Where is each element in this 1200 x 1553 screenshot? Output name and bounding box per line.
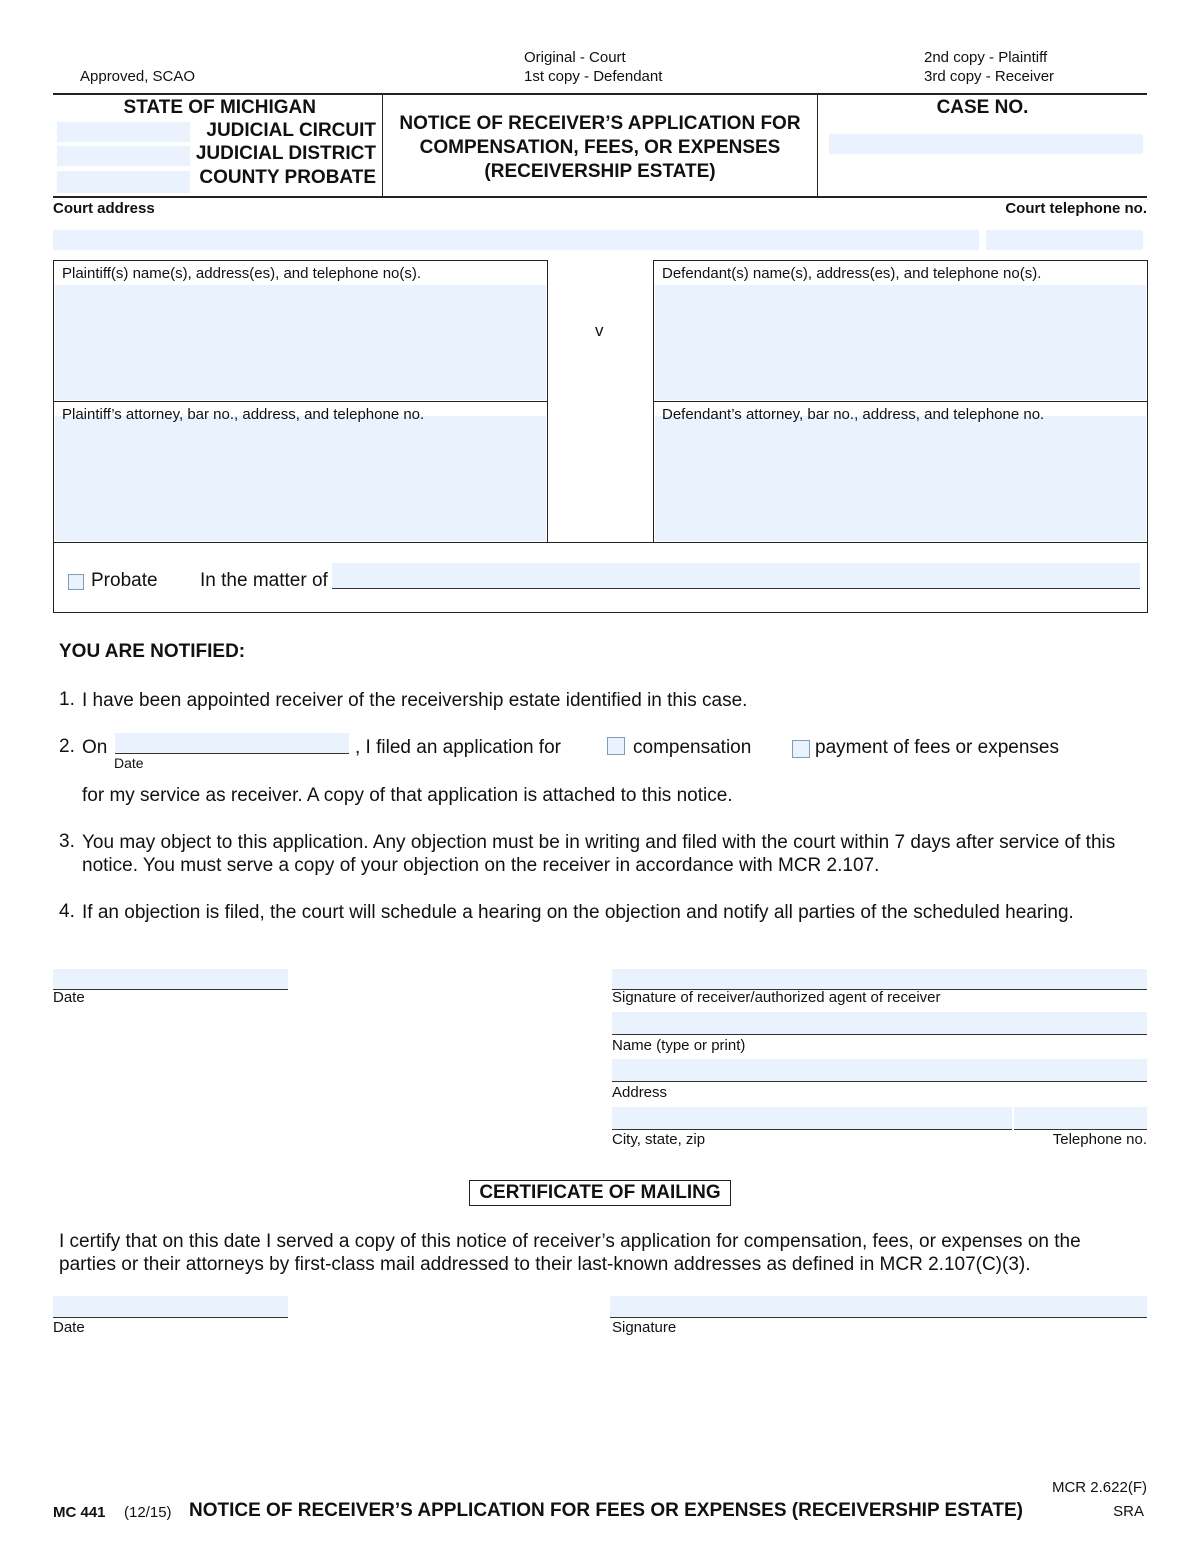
fees-label: payment of fees or expenses: [815, 737, 1059, 758]
circuit-input[interactable]: [57, 122, 190, 142]
certificate-line2: parties or their attorneys by first-class mail addressed to their last-known addresses as defined in MCR 2.107(C)(3).: [59, 1254, 1031, 1275]
copy-first-label: 1st copy - Defendant: [524, 68, 663, 85]
certificate-date-input[interactable]: [53, 1296, 288, 1318]
item4-number: 4.: [59, 901, 75, 922]
item2-filed: , I filed an application for: [355, 737, 561, 758]
probate-label: Probate: [91, 570, 158, 591]
form-revision: (12/15): [124, 1504, 172, 1521]
form-number: MC 441: [53, 1504, 106, 1521]
case-no-input[interactable]: [829, 134, 1143, 154]
footer-title: NOTICE OF RECEIVER’S APPLICATION FOR FEES OR EXPENSES (RECEIVERSHIP ESTATE): [189, 1500, 1024, 1521]
defendant-label: Defendant(s) name(s), address(es), and telephone no(s).: [662, 265, 1042, 282]
approved-label: Approved, SCAO: [80, 68, 196, 85]
district-label: JUDICIAL DISTRICT: [195, 143, 376, 164]
item3-number: 3.: [59, 831, 75, 852]
matter-input[interactable]: [332, 563, 1140, 589]
copy-original-label: Original - Court: [524, 49, 626, 66]
defendant-attorney-box: [653, 401, 1148, 543]
certificate-date-label: Date: [53, 1319, 85, 1336]
header-top-rule: [53, 93, 1147, 95]
court-address-input[interactable]: [53, 230, 979, 250]
item4-text: If an objection is filed, the court will schedule a hearing on the objection and notify all parties of the scheduled hearing.: [82, 902, 1074, 923]
item2-date-input[interactable]: [115, 733, 349, 754]
city-input[interactable]: [612, 1107, 1012, 1130]
defendant-attorney-input[interactable]: [655, 416, 1146, 541]
court-phone-input[interactable]: [986, 230, 1143, 250]
case-no-label: CASE NO.: [936, 97, 1029, 118]
item3-line1: You may object to this application. Any objection must be in writing and filed with the court within 7 days after service of this: [82, 832, 1116, 853]
form-title: [383, 112, 817, 184]
item3-line2: notice. You must serve a copy of your objection on the receiver in accordance with MCR 2.107.: [82, 855, 880, 876]
court-address-label: Court address: [53, 200, 155, 217]
receiver-signature-input[interactable]: [612, 969, 1147, 990]
receiver-signature-label: Signature of receiver/authorized agent of receiver: [612, 989, 941, 1006]
probate-checkbox[interactable]: [68, 574, 84, 590]
district-input[interactable]: [57, 146, 190, 166]
phone-input[interactable]: [1014, 1107, 1147, 1130]
fees-checkbox[interactable]: [792, 740, 810, 758]
phone-label: Telephone no.: [1052, 1131, 1147, 1148]
plaintiff-attorney-label: Plaintiff’s attorney, bar no., address, and telephone no.: [62, 406, 425, 423]
form-title-line2: COMPENSATION, FEES, OR EXPENSES: [419, 137, 781, 158]
name-label: Name (type or print): [612, 1037, 746, 1054]
compensation-checkbox[interactable]: [607, 737, 625, 755]
matter-label: In the matter of: [200, 570, 328, 591]
defendant-input[interactable]: [655, 285, 1146, 400]
sra-label: SRA: [1113, 1503, 1144, 1520]
address-input[interactable]: [612, 1059, 1147, 1082]
defendant-box: [653, 260, 1148, 402]
item1-number: 1.: [59, 689, 75, 710]
state-label: STATE OF MICHIGAN: [123, 97, 316, 118]
court-phone-label: Court telephone no.: [1005, 200, 1147, 217]
certificate-signature-label: Signature: [612, 1319, 677, 1336]
date-label: Date: [53, 989, 85, 1006]
notified-heading: YOU ARE NOTIFIED:: [59, 641, 246, 662]
versus-label: v: [595, 321, 604, 340]
item1-text: I have been appointed receiver of the receivership estate identified in this case.: [82, 690, 748, 711]
city-label: City, state, zip: [612, 1131, 706, 1148]
probate-county-input[interactable]: [57, 171, 190, 193]
circuit-label: JUDICIAL CIRCUIT: [206, 120, 376, 141]
certificate-title: CERTIFICATE OF MAILING: [469, 1180, 731, 1206]
mcr-reference: MCR 2.622(F): [1051, 1479, 1147, 1496]
form-title-line3: (RECEIVERSHIP ESTATE): [484, 161, 716, 182]
name-input[interactable]: [612, 1012, 1147, 1035]
plaintiff-input[interactable]: [55, 285, 546, 400]
form-title-line1: NOTICE OF RECEIVER’S APPLICATION FOR: [399, 113, 801, 134]
item2-continuation: for my service as receiver. A copy of that application is attached to this notice.: [82, 785, 733, 806]
plaintiff-attorney-input[interactable]: [55, 416, 546, 541]
certificate-signature-input[interactable]: [610, 1296, 1147, 1318]
item2-number: 2.: [59, 736, 75, 757]
plaintiff-attorney-box: [53, 401, 548, 543]
item2-date-label: Date: [114, 755, 144, 771]
certificate-line1: I certify that on this date I served a copy of this notice of receiver’s application for compensation, fees, or expenses on the: [59, 1231, 1081, 1252]
copy-third-label: 3rd copy - Receiver: [924, 68, 1055, 85]
header-bottom-rule: [53, 196, 1147, 198]
compensation-label: compensation: [633, 737, 752, 758]
address-label: Address: [612, 1084, 668, 1101]
defendant-attorney-label: Defendant’s attorney, bar no., address, and telephone no.: [662, 406, 1045, 423]
copy-second-label: 2nd copy - Plaintiff: [924, 49, 1048, 66]
plaintiff-label: Plaintiff(s) name(s), address(es), and telephone no(s).: [62, 265, 422, 282]
date-input[interactable]: [53, 969, 288, 990]
item2-on: On: [82, 737, 108, 758]
probate-county-label: COUNTY PROBATE: [199, 167, 376, 188]
plaintiff-box: [53, 260, 548, 402]
